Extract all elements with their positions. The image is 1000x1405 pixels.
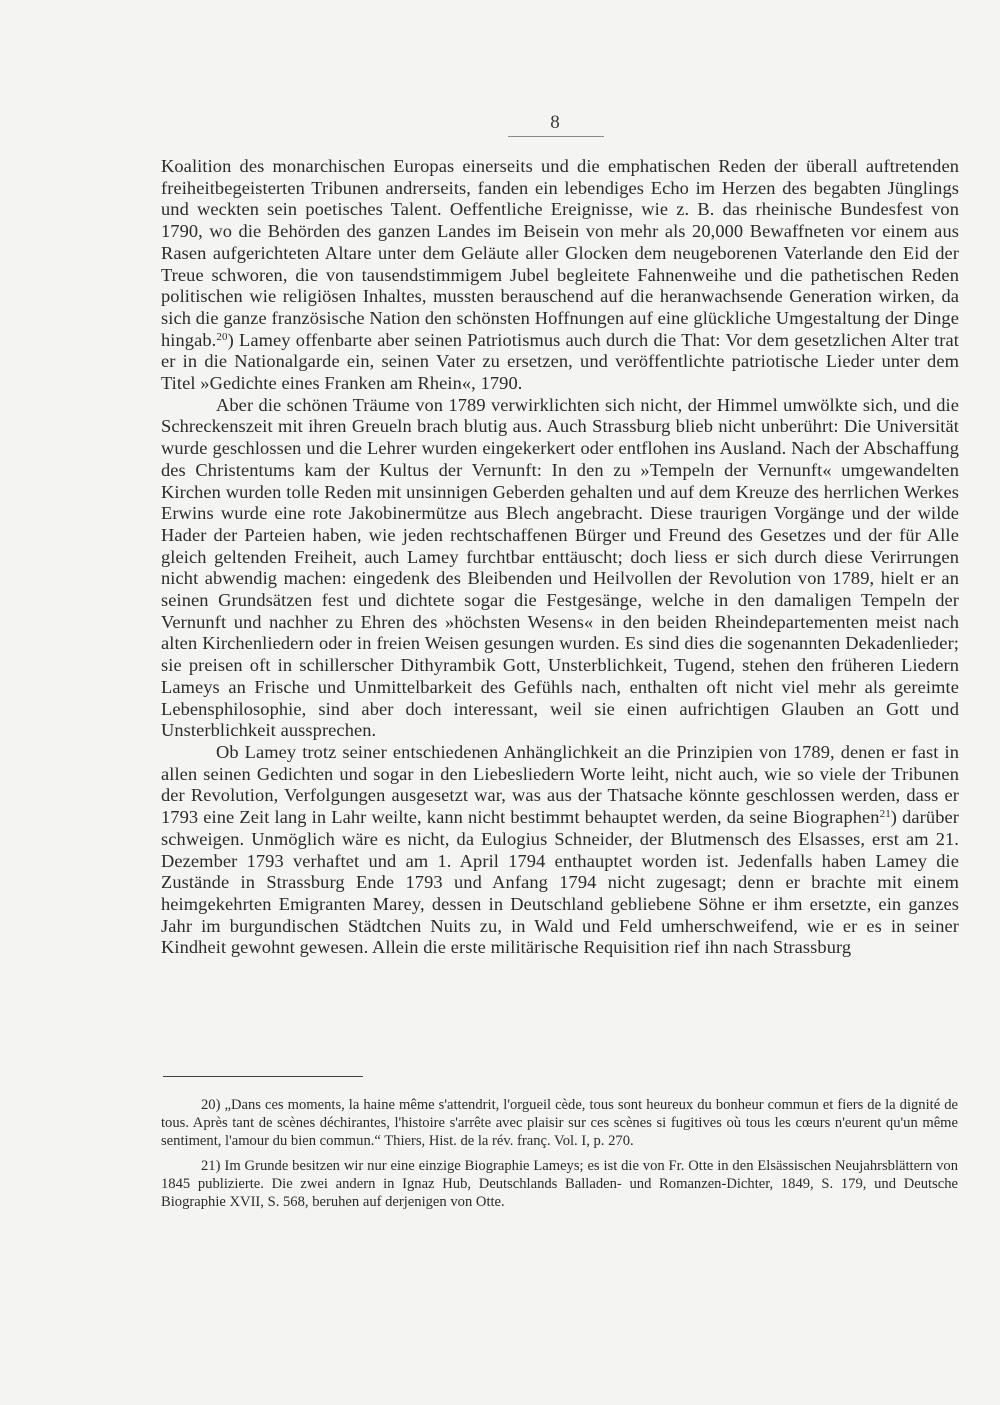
paragraph-1 — [161, 156, 959, 395]
paragraph-1-text: Koalition des monarchischen Europas einerseits und die emphatischen Reden der überall auftretenden freiheitbegeisterten Tribunen andrerseits, fanden ein lebendiges Echo im Herzen des begabten Jünglings und weckten sein poetisches Talent. Oeffentliche Ereignisse, wie z. B. das rheinische Bundesfest von 1790, wo die Behörden des ganzen Landes im Beisein von mehr als 20,000 Bewaffneten vor einem aus Rasen aufgerichteten Altare unter dem Geläute aller Glocken dem neugeborenen Vaterlande den Eid der Treue schworen, die von tausendstimmigem Jubel begleitete Fahnenweihe und die pathetischen Reden politischen wie religiösen Inhaltes, mussten berauschend auf die heranwachsende Generation wirken, da sich die ganze französische Nation den schönsten Hoffnungen auf eine glückliche Umgestaltung der Dinge hingab. — [161, 156, 959, 350]
footnote-ref-21: 21 — [879, 808, 891, 821]
footnote-20-text: „Dans ces moments, la haine même s'attendrit, l'orgueil cède, tous sont heureux du bonheur commun et fiers de la dignité de tous. Après tant de scènes déchirantes, l'histoire s'arrête avec plaisir sur ces scènes si fugitives où tous les cœurs n'eurent qu'un même sentiment, l'amour du bien commun.“ Thiers, Hist. de la rév. franç. Vol. I, p. 270. — [161, 1097, 958, 1150]
page-number-rule — [508, 136, 604, 137]
footnotes — [161, 1096, 958, 1219]
footnote-21-text: Im Grunde besitzen wir nur eine einzige Biographie Lameys; es ist die von Fr. Otte in den Elsässischen Neujahrsblättern von 1845 publizierte. Die zwei andern in Ignaz Hub, Deutschlands Balladen- und Romanzen-Dichter, 1849, S. 179, und Deutsche Biographie XVII, S. 568, beruhen auf derjenigen von Otte. — [161, 1158, 958, 1211]
paragraph-3-text: Ob Lamey trotz seiner entschiedenen Anhänglichkeit an die Prinzipien von 1789, denen er fast in allen seinen Gedichten und sogar in den Liebesliedern Worte leiht, nicht auch, wie so viele der Tribunen der Revolution, Verfolgungen ausgesetzt war, was aus der Thatsache könnte geschlossen werden, dass er 1793 eine Zeit lang in Lahr weilte, kann nicht bestimmt behauptet werden, da seine Biographen — [161, 741, 959, 828]
footnote-21 — [161, 1157, 958, 1211]
footnote-20-number: 20) — [201, 1097, 221, 1113]
paragraph-3 — [161, 742, 959, 959]
footnote-20 — [161, 1096, 958, 1150]
paragraph-3-continuation: ) darüber schweigen. Unmöglich wäre es nicht, da Eulogius Schneider, der Blutmensch des Elsasses, erst am 21. Dezember 1793 verhaftet und am 1. April 1794 enthauptet worden ist. Jedenfalls haben Lamey die Zustände in Strassburg Ende 1793 und Anfang 1794 nicht zugesagt; denn er brachte mit einem heimgekehrten Emigranten Marey, dessen in Deutschland gebliebene Söhne er ihm ersetzte, ein ganzes Jahr im burgundischen Städtchen Nuits zu, in Wald und Feld umherschweifend, wie er es in seiner Kindheit gewohnt gewesen. Allein die erste militärische Requisition rief ihn nach Strassburg — [161, 807, 959, 958]
page-number: 8 — [550, 112, 560, 133]
body-text — [161, 156, 959, 959]
footnote-21-number: 21) — [201, 1158, 221, 1175]
footnote-rule — [163, 1076, 363, 1077]
paragraph-1-continuation: ) Lamey offenbarte aber seinen Patriotismus auch durch die That: Vor dem gesetzlichen Alter trat er in die Nationalgarde ein, seinen Vater zu ersetzen, und veröffentlichte patriotische Lieder unter dem Titel »Gedichte eines Franken am Rhein«, 1790. — [161, 329, 959, 394]
paragraph-2: Aber die schönen Träume von 1789 verwirklichten sich nicht, der Himmel umwölkte sich, und die Schreckenszeit mit ihren Greueln brach blutig aus. Auch Strassburg blieb nicht unberührt: Die Universität wurde geschlossen und die Lehrer wurden eingekerkert oder entflohen ins Ausland. Nach der Abschaffung des Christentums kam der Kultus der Vernunft: In den zu »Tempeln der Vernunft« umgewandelten Kirchen wurden tolle Reden mit unsinnigen Geberden gehalten und auf dem Kreuze des herrlichen Werkes Erwins wurde eine rote Jakobinermütze aus Blech angebracht. Diese traurigen Vorgänge und der wilde Hader der Parteien haben, wie jeden rechtschaffenen Bürger und Freund des Gesetzes und der für Alle gleich geltenden Freiheit, auch Lamey furchtbar enttäuscht; doch liess er sich durch diese Verirrungen nicht abwendig machen: eingedenk des Bleibenden und Heilvollen der Revolution von 1789, hielt er an seinen Grundsätzen fest und dichtete sogar die Festgesänge, welche in den damaligen Tempeln der Vernunft und nachher zu Ehren des »höchsten Wesens« in den beiden Rheindepartementen meist nach alten Kirchenliedern oder in freien Weisen gesungen wurden. Es sind dies die sogenannten Dekadenlieder; sie preisen oft in schillerscher Dithyrambik Gott, Unsterblichkeit, Tugend, stehen den früheren Liedern Lameys an Frische und Unmittelbarkeit des Gefühls nach, enthalten oft nicht viel mehr als gereimte Lebensphilosophie, sind aber doch interessant, weil sie einen aufrichtigen Glauben an Gott und Unsterblichkeit aussprechen. — [161, 394, 959, 741]
footnote-ref-20: 20 — [216, 330, 228, 343]
